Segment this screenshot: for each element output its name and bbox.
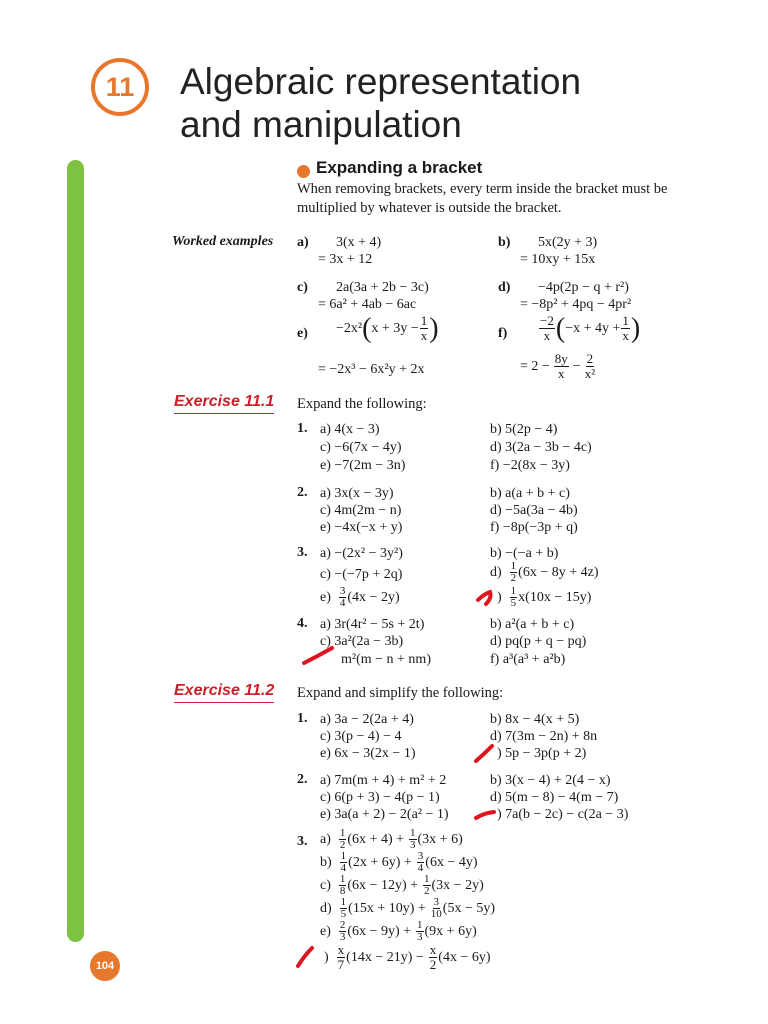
worked-f-label: f) [498, 326, 508, 341]
ex1-q2-d: d) −5a(3a − 4b) [490, 503, 578, 518]
q-number: 3. [297, 834, 308, 849]
section-intro: When removing brackets, every term inside the bracket must be multiplied by whatever is outside the bracket. [297, 181, 668, 216]
tick-mark [304, 648, 332, 663]
fraction: $\frac{1}{4}$ [340, 850, 347, 874]
paren-open: ( [555, 312, 566, 344]
ex1-q1-f: f) −2(8x − 3y) [490, 458, 570, 473]
worked-d-label: d) [498, 280, 511, 295]
ex1-q3-f: ) $\frac{1}{5}$ x(10x − 15y) [497, 585, 592, 609]
fraction: $\frac{1}{5}$ [340, 896, 347, 920]
ex2-q1-e: e) 6x − 3(2x − 1) [320, 746, 416, 761]
ex2-q1-c: c) 3(p − 4) − 4 [320, 729, 402, 744]
q-number: 4. [297, 616, 308, 631]
fraction: $\frac{3}{4}$ [417, 850, 424, 874]
exercise-11-1-label: Exercise 11.1 [174, 393, 274, 414]
ex1-q4-b: b) a²(a + b + c) [490, 617, 575, 632]
worked-e-pre: −2x² [336, 321, 363, 336]
fraction: $\frac{x}{7}$ [337, 942, 345, 972]
ex1-q4-f: f) a³(a³ + a²b) [490, 652, 566, 667]
worked-e-label: e) [297, 326, 308, 341]
tick-mark [476, 746, 492, 761]
worked-c-line1: 2a(3a + 2b − 3c) [336, 280, 429, 295]
q-number: 2. [297, 485, 308, 500]
q-number: 1. [297, 711, 308, 726]
ex1-q1-e: e) −7(2m − 3n) [320, 458, 406, 473]
worked-f-t1: $\frac{8y}{x}$ [554, 351, 568, 381]
ex2-q2-f: ) 7a(b − 2c) − c(2a − 3) [497, 807, 629, 822]
worked-e-frac: $\frac{1}{x}$ [420, 313, 428, 343]
ex2-q2-a: a) 7m(m + 4) + m² + 2 [320, 773, 447, 788]
tick-mark [476, 812, 494, 818]
ex1-q1-d: d) 3(2a − 3b − 4c) [490, 440, 592, 455]
fraction: $\frac{1}{2}$ [510, 560, 517, 584]
chapter-title-line1: Algebraic representation [180, 61, 582, 102]
chapter-number: 11 [105, 71, 135, 102]
fraction: $\frac{2}{3}$ [339, 919, 346, 943]
ex2-q3-f: ) $\frac{x}{7}$ (14x − 21y) − $\frac{x}{2}$ (4x − 6y) [324, 942, 491, 972]
ex1-q1-a: a) 4(x − 3) [320, 422, 380, 437]
worked-f-eq: = 2 − [520, 359, 550, 374]
worked-e-line2: = −2x³ − 6x²y + 2x [318, 362, 425, 377]
chapter-title-line2: and manipulation [180, 104, 462, 145]
ex1-q4-c: c) 3a²(2a − 3b) [320, 634, 404, 649]
ex2-q2-b: b) 3(x − 4) + 2(4 − x) [490, 773, 611, 788]
ex2-q3-a: a) $\frac{1}{2}$ (6x + 4) + $\frac{1}{3}$ (3x + 6) [320, 827, 463, 851]
exercise-11-2-intro: Expand and simplify the following: [297, 685, 504, 701]
ex1-q4-a: a) 3r(4r² − 5s + 2t) [320, 617, 425, 632]
ex2-q1-f: ) 5p − 3p(p + 2) [497, 746, 587, 761]
worked-a-label: a) [297, 235, 309, 250]
worked-f-inner: −x + 4y + [565, 321, 621, 336]
worked-b-line2: = 10xy + 15x [520, 252, 596, 267]
ex1-q2-a: a) 3x(x − 3y) [320, 486, 394, 501]
ex1-q2-b: b) a(a + b + c) [490, 486, 570, 501]
worked-c-label: c) [297, 280, 308, 295]
worked-f-pre-frac: $\frac{-2}{x}$ [540, 313, 554, 343]
worked-a-line1: 3(x + 4) [336, 235, 382, 250]
fraction: $\frac{3}{4}$ [339, 585, 346, 609]
ex2-q2-c: c) 6(p + 3) − 4(p − 1) [320, 790, 440, 805]
fraction: $\frac{1}{3}$ [417, 919, 423, 943]
worked-d-line2: = −8p² + 4pq − 4pr² [520, 297, 632, 312]
ex2-q2-d: d) 5(m − 8) − 4(m − 7) [490, 790, 619, 805]
worked-f-frac: $\frac{1}{x}$ [622, 313, 629, 343]
ex1-q3-a: a) −(2x² − 3y²) [320, 546, 403, 561]
ex2-q1-d: d) 7(3m − 2n) + 8n [490, 729, 598, 744]
q-number: 1. [297, 421, 308, 436]
fraction: $\frac{1}{8}$ [339, 873, 346, 897]
fraction: $\frac{1}{2}$ [339, 827, 346, 851]
ex1-q3-d: d) $\frac{1}{2}$ (6x − 8y + 4z) [490, 560, 599, 584]
ex1-q4-e: m²(m − n + nm) [341, 652, 431, 667]
worked-b-label: b) [498, 235, 511, 250]
worked-a-line2: = 3x + 12 [318, 252, 373, 267]
ex1-q4-d: d) pq(p + q − pq) [490, 634, 587, 649]
fraction: $\frac{1}{2}$ [424, 873, 430, 897]
worked-d-line1: −4p(2p − q + r²) [538, 280, 629, 295]
worked-examples-label: Worked examples [172, 234, 274, 249]
worked-e-inner: x + 3y − [371, 321, 419, 336]
tick-mark [298, 948, 312, 966]
ex1-q1-b: b) 5(2p − 4) [490, 422, 558, 437]
fraction: $\frac{1}{5}$ [510, 585, 517, 609]
ex1-q2-e: e) −4x(−x + y) [320, 520, 403, 535]
section-title: Expanding a bracket [316, 158, 483, 177]
ex2-q1-b: b) 8x − 4(x + 5) [490, 712, 580, 727]
paren-open: ( [362, 312, 372, 344]
ex1-q3-c: c) −(−7p + 2q) [320, 567, 403, 582]
ex2-q3-e: e) $\frac{2}{3}$ (6x − 9y) + $\frac{1}{3}$ (9x + 6y) [320, 919, 477, 943]
fraction: $\frac{x}{2}$ [429, 942, 437, 972]
ex2-q2-e: e) 3a(a + 2) − 2(a² − 1) [320, 807, 449, 822]
fraction: $\frac{3}{10}$ [430, 896, 442, 920]
ex1-q3-b: b) −(−a + b) [490, 546, 559, 561]
ex2-q1-a: a) 3a − 2(2a + 4) [320, 712, 414, 727]
ex1-q2-c: c) 4m(2m − n) [320, 503, 402, 518]
worked-c-line2: = 6a² + 4ab − 6ac [318, 297, 417, 312]
page-number: 104 [90, 951, 120, 981]
paren-close: ) [429, 312, 439, 344]
worked-f-minus: − [572, 359, 581, 374]
fraction: $\frac{1}{3}$ [410, 827, 416, 851]
paren-close: ) [630, 312, 641, 344]
q-number: 3. [297, 545, 308, 560]
ex2-q3-c: c) $\frac{1}{8}$ (6x − 12y) + $\frac{1}{2}$ (3x − 2y) [320, 873, 484, 897]
ex1-q1-c: c) −6(7x − 4y) [320, 440, 402, 455]
exercise-11-1-intro: Expand the following: [297, 396, 427, 412]
worked-f-t2: $\frac{2}{\text{x²}}$ [584, 351, 596, 381]
worked-b-line1: 5x(2y + 3) [538, 235, 598, 250]
ex2-q3-d: d) $\frac{1}{5}$ (15x + 10y) + $\frac{3}{10}$ (5x − 5y) [320, 896, 496, 920]
exercise-11-2-label: Exercise 11.2 [174, 682, 274, 703]
q-number: 2. [297, 772, 308, 787]
ex2-q3-b: b) $\frac{1}{4}$ (2x + 6y) + $\frac{3}{4}$ (6x − 4y) [320, 850, 478, 874]
ex1-q3-e: e) $\frac{3}{4}$ (4x − 2y) [320, 585, 400, 609]
tick-mark [478, 592, 491, 604]
ex1-q2-f: f) −8p(−3p + q) [490, 520, 578, 535]
